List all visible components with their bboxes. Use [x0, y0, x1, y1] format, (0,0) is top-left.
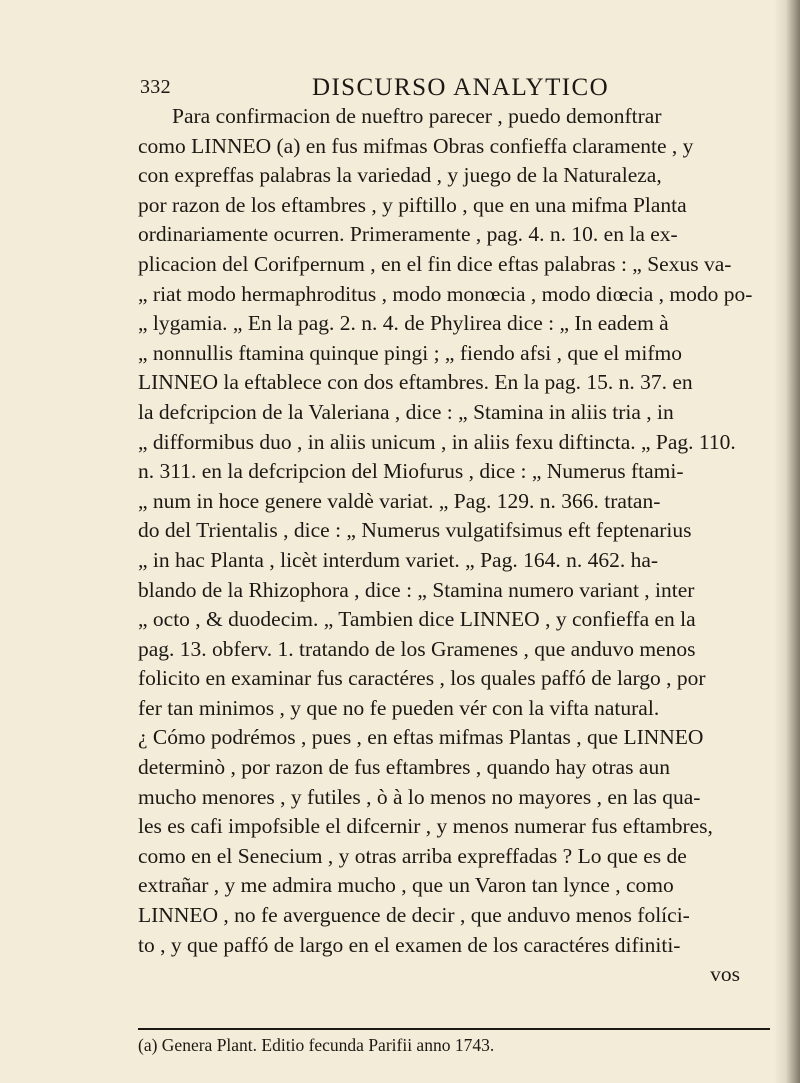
text-line: „ num in hoce genere valdè variat. „ Pag. 129. n. 366. tratan- [138, 488, 661, 513]
text-line: plicacion del Corifpernum , en el fin dice eftas palabras : „ Sexus va- [138, 251, 732, 276]
text-line: to , y que paffó de largo en el examen de los caractéres difiniti- [138, 932, 681, 957]
text-line: n. 311. en la defcripcion del Miofurus , dice : „ Numerus ftami- [138, 459, 684, 484]
footnote: (a) Genera Plant. Editio fecunda Parifii anno 1743. [138, 1035, 495, 1055]
text-line: „ difformibus duo , in aliis unicum , in aliis fexu diftincta. „ Pag. 110. [138, 429, 736, 454]
text-line: „ octo , & duodecim. „ Tambien dice LINNEO , y confieffa en la [138, 607, 696, 632]
text-line: mucho menores , y futiles , ò à lo menos no mayores , en las qua- [138, 784, 701, 809]
text-line: determinò , por razon de fus eftambres , quando hay otras aun [138, 755, 670, 780]
text-line: „ in hac Planta , licèt interdum variet. „ Pag. 164. n. 462. ha- [138, 547, 659, 572]
page-edge-shadow [774, 0, 800, 1083]
text-line: como LINNEO (a) en fus mifmas Obras confieffa claramente , y [138, 133, 694, 158]
text-line: fer tan minimos , y que no fe pueden vér con la vifta natural. [138, 695, 660, 720]
text-line: como en el Senecium , y otras arriba expreffadas ? Lo que es de [138, 843, 687, 868]
text-line: folicito en examinar fus caractéres , los quales paffó de largo , por [138, 666, 706, 691]
text-line: do del Trientalis , dice : „ Numerus vulgatifsimus eft feptenarius [138, 518, 692, 543]
text-line: extrañar , y me admira mucho , que un Varon tan lynce , como [138, 873, 674, 898]
text-line: LINNEO la eftablece con dos eftambres. En la pag. 15. n. 37. en [138, 370, 693, 395]
text-line: Para confirmacion de nueftro parecer , puedo demonftrar [172, 104, 662, 128]
running-title: DISCURSO ANALYTICO [312, 74, 610, 101]
catchword: vos [710, 962, 740, 987]
text-line: la defcripcion de la Valeriana , dice : „ Stamina in aliis tria , in [138, 399, 674, 424]
body-text [138, 102, 770, 990]
text-line: „ nonnullis ftamina quinque pingi ; „ fiendo afsi , que el mifmo [138, 340, 682, 365]
text-line: blando de la Rhizophora , dice : „ Stamina numero variant , inter [138, 577, 695, 602]
text-line: „ lygamia. „ En la pag. 2. n. 4. de Phylirea dice : „ In eadem à [138, 311, 669, 336]
text-line: pag. 13. obferv. 1. tratando de los Gramenes , que anduvo menos [138, 636, 696, 661]
text-line: por razon de los eftambres , y piftillo , que en una mifma Planta [138, 192, 687, 217]
text-line: ¿ Cómo podrémos , pues , en eftas mifmas Plantas , que LINNEO [138, 725, 704, 750]
text-line: „ riat modo hermaphroditus , modo monœcia , modo diœcia , modo po- [138, 281, 753, 306]
text-line: les es cafi impofsible el difcernir , y menos numerar fus eftambres, [138, 814, 713, 839]
text-line: LINNEO , no fe averguence de decir , que anduvo menos folíci- [138, 903, 690, 928]
footnote-rule [138, 1028, 770, 1030]
text-line: con expreffas palabras la variedad , y juego de la Naturaleza, [138, 163, 662, 188]
page-number: 332 [140, 76, 171, 98]
text-line: ordinariamente ocurren. Primeramente , pag. 4. n. 10. en la ex- [138, 222, 678, 247]
